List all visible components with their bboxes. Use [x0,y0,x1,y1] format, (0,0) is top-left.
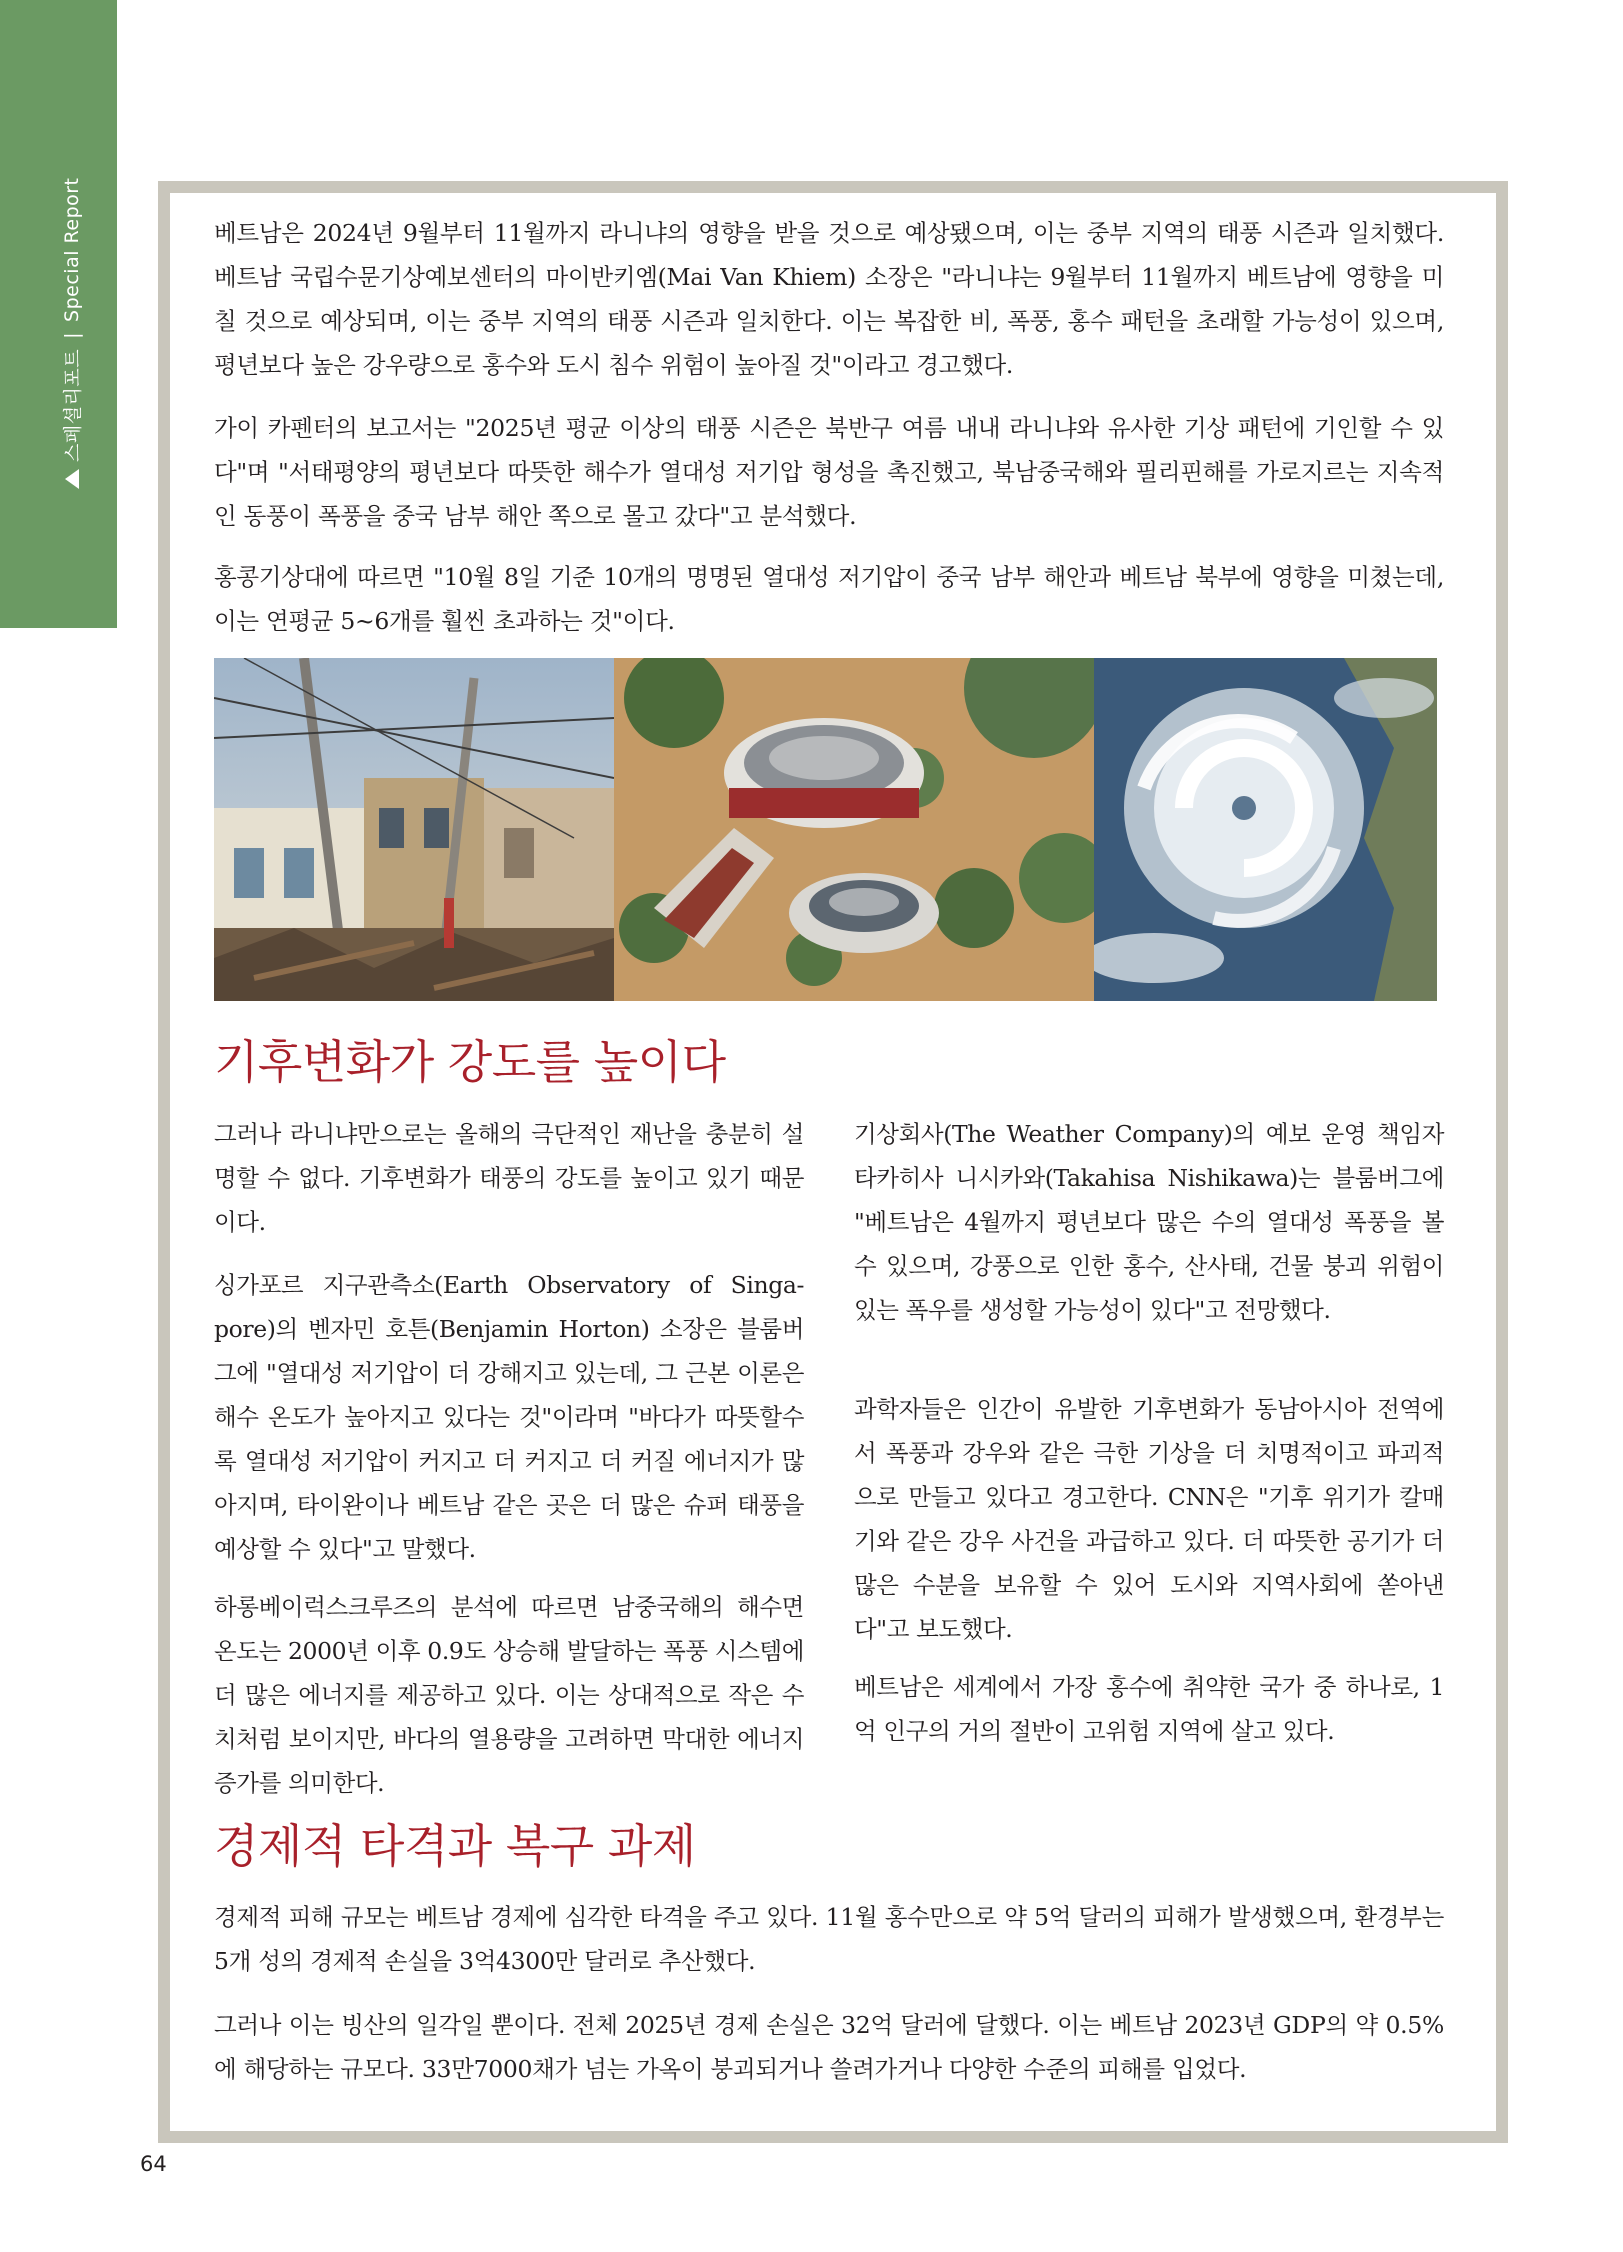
page-number: 64 [140,2152,167,2176]
intro-paragraph-3: 홍콩기상대에 따르면 "10월 8일 기준 10개의 명명된 열대성 저기압이 중국 남부 해안과 베트남 북부에 영향을 미쳤는데, 이는 연평균 5~6개를 훨씬 초과하는 것"이다. [214,563,1444,635]
left-column-paragraph-2: 싱가포르 지구관측소(Earth Observatory of Singa-pore)의 벤자민 호튼(Benjamin Horton) 소장은 블룸버그에 "열대성 저기압이 더 강해지고 있는데, 그 근본 이론은 해수 온도가 높아지고 있다는 것"이라며 "바다가 따뜻할수록 열대성 저기압이 커지고 더 커지고 더 커질 에너지가 많아지며, 타이완이나 베트남 같은 곳은 더 많은 슈퍼 태풍을 예상할 수 있다"고 말했다. [214,1271,804,1563]
section-label-korean: 스페셜리포트 [62,348,84,462]
section-heading-economy: 경제적 타격과 복구 과제 [214,1819,696,1873]
arrow-icon [65,469,79,489]
intro-paragraph-1: 베트남은 2024년 9월부터 11월까지 라니냐의 영향을 받을 것으로 예상됐으며, 이는 중부 지역의 태풍 시즌과 일치했다. 베트남 국립수문기상예보센터의 마이반키엠(Mai Van Khiem) 소장은 "라니냐는 9월부터 11월까지 베트남에 영향을 미칠 것으로 예상되며, 이는 중부 지역의 태풍 시즌과 일치한다. 이는 복잡한 비, 폭풍, 홍수 패턴을 초래할 가능성이 있으며, 평년보다 높은 강우량으로 홍수와 도시 침수 위험이 높아질 것"이라고 경고했다. [214,219,1444,379]
right-column-paragraph-3: 베트남은 세계에서 가장 홍수에 취약한 국가 중 하나로, 1억 인구의 거의 절반이 고위험 지역에 살고 있다. [854,1673,1444,1745]
section-label [58,177,85,486]
right-column-paragraph-2: 과학자들은 인간이 유발한 기후변화가 동남아시아 전역에서 폭풍과 강우와 같은 극한 기상을 더 치명적이고 파괴적으로 만들고 있다고 경고한다. CNN은 "기후 위기가 칼매기와 같은 강우 사건을 과급하고 있다. 더 따뜻한 공기가 더 많은 수분을 보유할 수 있어 도시와 지역사회에 쏟아낸다"고 보도했다. [854,1395,1444,1643]
storm-damage-photo [214,658,614,1001]
left-column-paragraph-1: 그러나 라니냐만으로는 올해의 극단적인 재난을 충분히 설명할 수 없다. 기후변화가 태풍의 강도를 높이고 있기 때문이다. [214,1120,804,1236]
intro-paragraph-2: 가이 카펜터의 보고서는 "2025년 평균 이상의 태풍 시즌은 북반구 여름 내내 라니냐와 유사한 기상 패턴에 기인할 수 있다"며 "서태평양의 평년보다 따뜻한 해수가 열대성 저기압 형성을 촉진했고, 북남중국해와 필리핀해를 가로지르는 지속적인 동풍이 폭풍을 중국 남부 해안 쪽으로 몰고 갔다"고 분석했다. [214,414,1444,530]
left-column-paragraph-3: 하롱베이럭스크루즈의 분석에 따르면 남중국해의 해수면 온도는 2000년 이후 0.9도 상승해 발달하는 폭풍 시스템에 더 많은 에너지를 제공하고 있다. 이는 상대적으로 작은 수치처럼 보이지만, 바다의 열용량을 고려하면 막대한 에너지 증가를 의미한다. [214,1593,804,1797]
economy-paragraph-2: 그러나 이는 빙산의 일각일 뿐이다. 전체 2025년 경제 손실은 32억 달러에 달했다. 이는 베트남 2023년 GDP의 약 0.5%에 해당하는 규모다. 33만7000채가 넘는 가옥이 붕괴되거나 쓸려가거나 다양한 수준의 피해를 입었다. [214,2011,1444,2083]
section-label-english: Special Report [60,177,83,322]
economy-paragraph-1: 경제적 피해 규모는 베트남 경제에 심각한 타격을 주고 있다. 11월 홍수만으로 약 5억 달러의 피해가 발생했으며, 환경부는 5개 성의 경제적 손실을 3억4300만 달러로 추산했다. [214,1903,1444,1975]
photo-strip [214,658,1437,1001]
typhoon-satellite-photo [1094,658,1437,1001]
right-column-paragraph-1: 기상회사(The Weather Company)의 예보 운영 책임자 타카히사 니시카와(Takahisa Nishikawa)는 블룸버그에 "베트남은 4월까지 평년보다 많은 수의 열대성 폭풍을 볼 수 있으며, 강풍으로 인한 홍수, 산사태, 건물 붕괴 위험이 있는 폭우를 생성할 가능성이 있다"고 전망했다. [854,1120,1444,1324]
flooded-buildings-photo [614,658,1094,1001]
section-label-separator: | [60,331,83,339]
section-heading-climate: 기후변화가 강도를 높이다 [214,1035,726,1089]
